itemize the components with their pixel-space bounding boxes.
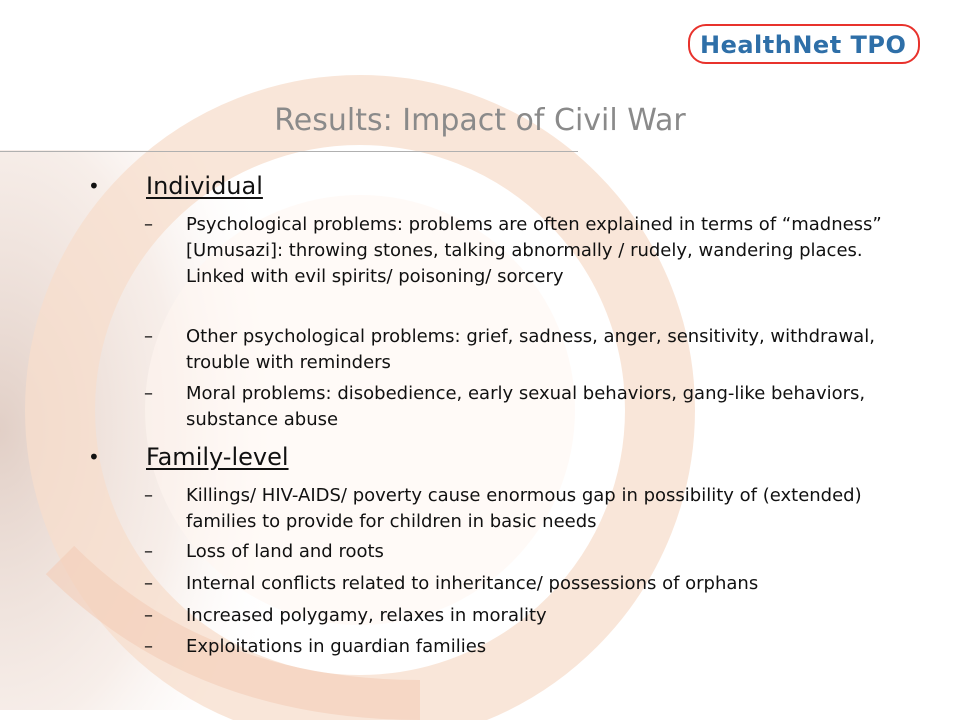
- list-item: Internal conflicts related to inheritance/ possessions of orphans: [186, 573, 759, 594]
- list-item: Killings/ HIV-AIDS/ poverty cause enormous gap in possibility of (extended) families to provide for children in basic needs: [186, 485, 862, 532]
- list-item: Increased polygamy, relaxes in morality: [186, 605, 547, 626]
- list-item: Psychological problems: problems are often explained in terms of “madness” [Umusazi]: throwing stones, talking abnormally / rudely, wandering places. Linked with evil spirits/ poisoning/ sorcery: [186, 214, 882, 287]
- dash-icon: –: [144, 485, 153, 506]
- dash-icon: –: [144, 383, 153, 404]
- dash-icon: –: [144, 573, 153, 594]
- bullet-icon: •: [88, 174, 100, 198]
- slide-title: Results: Impact of Civil War: [274, 103, 686, 138]
- list-item: Loss of land and roots: [186, 541, 384, 562]
- list-item: Exploitations in guardian families: [186, 636, 487, 657]
- list-item: Moral problems: disobedience, early sexual behaviors, gang-like behaviors, substance abuse: [186, 383, 866, 430]
- dash-icon: –: [144, 214, 153, 235]
- bullet-icon: •: [88, 445, 100, 469]
- logo-text: HealthNet TPO: [700, 31, 907, 59]
- dash-icon: –: [144, 605, 153, 626]
- dash-icon: –: [144, 541, 153, 562]
- dash-icon: –: [144, 636, 153, 657]
- dash-icon: –: [144, 326, 153, 347]
- section-heading-family-level: Family-level: [146, 443, 289, 471]
- list-item: Other psychological problems: grief, sadness, anger, sensitivity, withdrawal, trouble with reminders: [186, 326, 875, 373]
- section-heading-individual: Individual: [146, 172, 263, 200]
